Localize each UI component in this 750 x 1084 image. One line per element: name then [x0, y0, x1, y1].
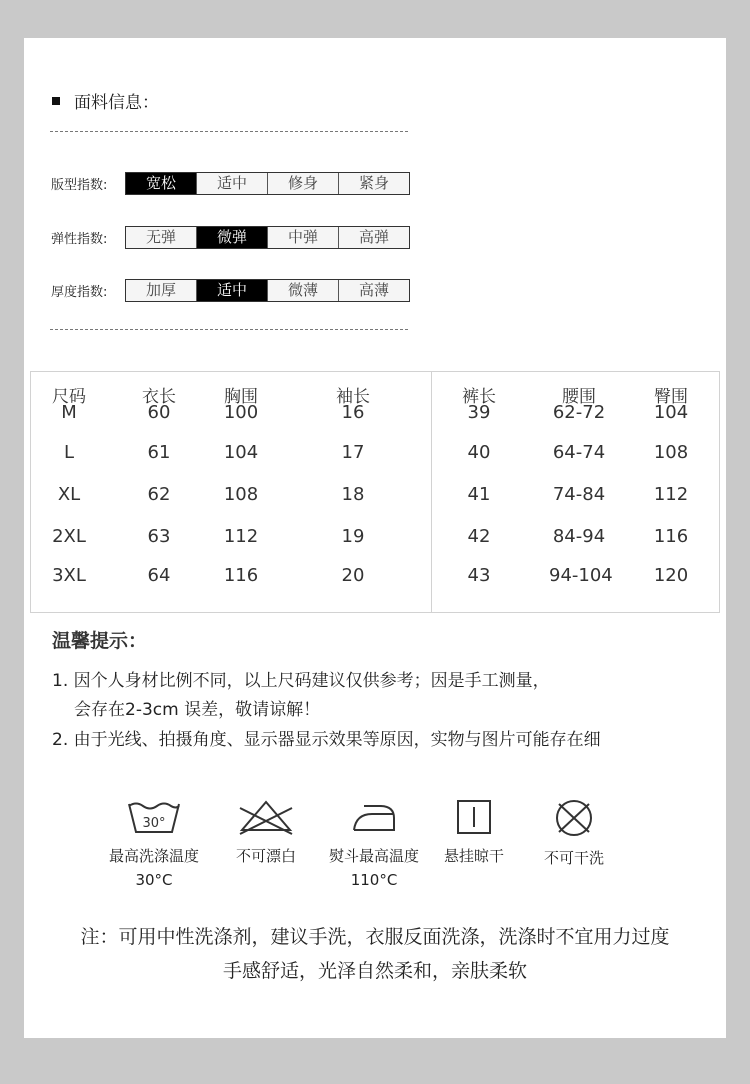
- index-option: 中弹: [267, 227, 338, 248]
- size-cell: 116: [223, 565, 259, 586]
- index-row-2: [51, 279, 410, 302]
- size-cell: 62: [147, 484, 171, 505]
- care-item-dryclean: [514, 798, 634, 870]
- pants-cell: 94-104: [549, 565, 613, 586]
- care-label-dryclean: 不可干洗: [543, 849, 604, 867]
- tip-line-1b: 会存在2-3cm 误差，敬请谅解！: [74, 700, 321, 720]
- dashed-divider-top: [50, 131, 408, 132]
- care-note-line-1: 注：可用中性洗涤剂，建议手洗，衣服反面洗涤，洗涤时不宜用力过度: [80, 926, 670, 948]
- tips-title: 温馨提示：: [52, 630, 148, 652]
- size-cell: XL: [57, 484, 81, 505]
- bullet-square-icon: [52, 97, 60, 105]
- care-item-wash: [94, 798, 214, 892]
- iron-icon: [346, 798, 402, 836]
- size-cell: 108: [223, 484, 259, 505]
- index-scale: [125, 226, 410, 249]
- no-dry-clean-icon: [553, 798, 595, 838]
- care-label-hang: 悬挂晾干: [443, 847, 504, 865]
- index-option: 适中: [196, 173, 267, 194]
- size-cell: 16: [341, 402, 365, 423]
- size-cell: 61: [147, 442, 171, 463]
- pants-cell: 64-74: [552, 442, 606, 463]
- size-header: 尺码: [52, 387, 86, 407]
- index-scale: [125, 279, 410, 302]
- pants-cell: 39: [467, 402, 491, 423]
- wash-temp-text: 30°: [142, 816, 166, 831]
- product-detail-page: [24, 38, 726, 1038]
- tip-line-1: 1. 因个人身材比例不同，以上尺码建议仅供参考；因是手工测量，: [52, 671, 550, 691]
- size-header: 衣长: [142, 387, 176, 407]
- size-cell: L: [63, 442, 75, 463]
- size-cell: 112: [223, 526, 259, 547]
- pants-header: 腰围: [562, 387, 596, 407]
- index-label: 版型指数:: [51, 178, 108, 193]
- pants-cell: 104: [653, 402, 689, 423]
- pants-header: 臀围: [654, 387, 688, 407]
- size-cell: 18: [341, 484, 365, 505]
- care-label-iron: 熨斗最高温度: [328, 847, 419, 865]
- pants-cell: 84-94: [552, 526, 606, 547]
- size-header: 袖长: [336, 387, 370, 407]
- care-label-wash: 最高洗涤温度: [108, 847, 199, 865]
- pants-header: 裤长: [462, 387, 496, 407]
- size-cell: 64: [147, 565, 171, 586]
- size-cell: 3XL: [52, 565, 86, 586]
- index-option: 微薄: [267, 280, 338, 301]
- size-cell: 100: [223, 402, 259, 423]
- size-chart: [30, 371, 720, 613]
- pants-cell: 108: [653, 442, 689, 463]
- index-row-0: [51, 172, 410, 195]
- dashed-divider-bottom: [50, 329, 408, 330]
- index-option: 高薄: [338, 280, 409, 301]
- size-cell: 63: [147, 526, 171, 547]
- pants-cell: 112: [653, 484, 689, 505]
- pants-cell: 43: [467, 565, 491, 586]
- index-option: 紧身: [338, 173, 409, 194]
- size-cell: 19: [341, 526, 365, 547]
- wash-30-icon: [126, 798, 182, 836]
- index-label: 弹性指数:: [51, 232, 108, 247]
- care-item-bleach: [206, 798, 326, 868]
- hang-dry-icon: [454, 798, 494, 836]
- care-sub-wash: 30°C: [135, 871, 173, 889]
- no-bleach-icon: [236, 798, 296, 836]
- size-cell: 104: [223, 442, 259, 463]
- index-scale: [125, 172, 410, 195]
- pants-cell: 116: [653, 526, 689, 547]
- index-option-selected: 宽松: [126, 173, 196, 194]
- index-option: 高弹: [338, 227, 409, 248]
- size-cell: 17: [341, 442, 365, 463]
- fabric-info-title: 面料信息：: [74, 93, 159, 113]
- care-label-bleach: 不可漂白: [235, 847, 296, 865]
- index-option: 修身: [267, 173, 338, 194]
- care-sub-iron: 110°C: [350, 871, 398, 889]
- size-chart-divider: [431, 372, 432, 612]
- pants-cell: 74-84: [552, 484, 606, 505]
- index-option: 加厚: [126, 280, 196, 301]
- index-option-selected: 微弹: [196, 227, 267, 248]
- index-option: 无弹: [126, 227, 196, 248]
- size-cell: 20: [341, 565, 365, 586]
- pants-cell: 40: [467, 442, 491, 463]
- pants-cell: 42: [467, 526, 491, 547]
- size-cell: M: [61, 402, 77, 423]
- care-note-line-2: 手感舒适，光泽自然柔和，亲肤柔软: [222, 960, 527, 982]
- index-option-selected: 适中: [196, 280, 267, 301]
- pants-cell: 62-72: [552, 402, 606, 423]
- tip-line-2: 2. 由于光线、拍摄角度、显示器显示效果等原因，实物与图片可能存在细: [52, 730, 601, 750]
- pants-cell: 120: [653, 565, 689, 586]
- fabric-info-heading: [52, 88, 159, 113]
- index-row-1: [51, 226, 410, 249]
- pants-cell: 41: [467, 484, 491, 505]
- index-label: 厚度指数:: [51, 285, 108, 300]
- size-cell: 60: [147, 402, 171, 423]
- size-cell: 2XL: [52, 526, 86, 547]
- size-header: 胸围: [224, 387, 258, 407]
